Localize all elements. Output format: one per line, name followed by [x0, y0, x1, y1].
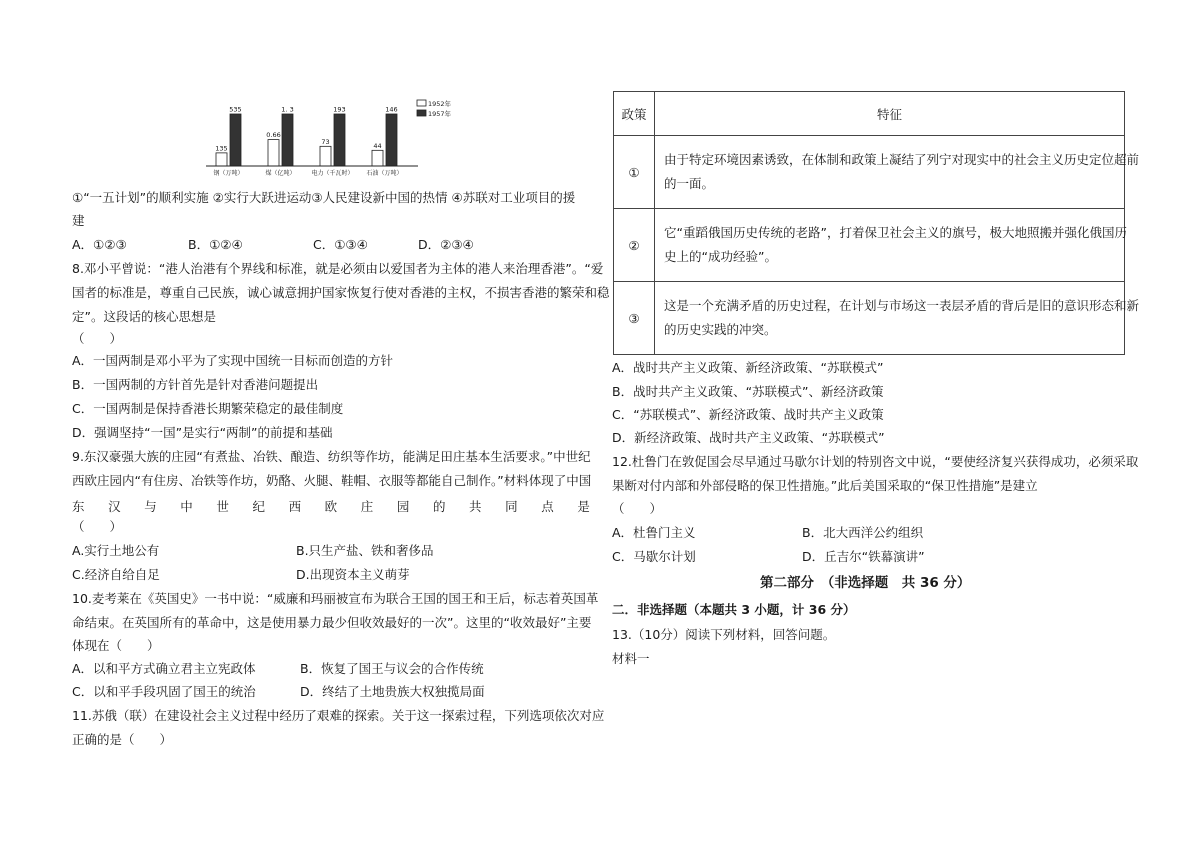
q12-stem-line2: 果断对付内部和外部侵略的保卫性措施。”此后美国采取的“保卫性措施”是建立 — [612, 478, 1038, 493]
q9-char: 西 — [288, 499, 302, 514]
q7-answer-a: A．①②③ — [72, 237, 127, 252]
q13-stem: 13.（10分）阅读下列材料，回答问题。 — [612, 627, 836, 642]
q9-char: 欧 — [324, 499, 338, 514]
q7-answer-d: D．②③④ — [418, 237, 474, 252]
industrial-output-bar-chart — [196, 96, 466, 182]
q10-stem-line1: 10.麦考莱在《英国史》一书中说：“威廉和玛丽被宣布为联合王国的国王和王后，标志着英国革 — [72, 591, 599, 606]
table-row-mark: ③ — [614, 282, 655, 355]
q10-stem-line2: 命结束。在英国所有的革命中，这是使用暴力最少但收效最好的一次”。这里的“收效最好”主要 — [72, 615, 592, 630]
q8-stem-line3: 定”。这段话的核心思想是 — [72, 309, 216, 324]
q9-stem-line1: 9.东汉豪强大族的庄园“有煮盐、冶铁、酿造、纺织等作坊，能满足田庄基本生活要求。”中世纪 — [72, 449, 591, 464]
q8-stem-line1: 8.邓小平曾说：“港人治港有个界线和标准，就是必须由以爱国者为主体的港人来治理香港”。“爱 — [72, 261, 604, 276]
q9-char: 中 — [180, 499, 193, 514]
q9-stem-line3 — [72, 497, 590, 515]
q9-char: 共 — [469, 499, 482, 514]
bar-1957-0 — [230, 114, 241, 166]
q10-stem-line3: 体现在（ ） — [72, 638, 160, 653]
legend-swatch-1957 — [417, 110, 426, 116]
x-tick-label: 电力（千瓦时） — [311, 170, 354, 177]
bar-value-label: 0.66 — [266, 131, 281, 140]
q9-char: 同 — [505, 499, 518, 514]
table-row-mark: ① — [614, 136, 655, 209]
table-header-row — [614, 92, 1125, 136]
q12-answer-c: C．马歇尔计划 — [612, 549, 696, 564]
q8-answer-paren: （ ） — [72, 331, 123, 346]
x-tick-label: 煤（亿吨） — [265, 170, 296, 177]
q12-answer-d: D．丘吉尔“铁幕演讲” — [802, 549, 925, 564]
q12-answer-paren: （ ） — [612, 501, 663, 516]
bar-value-label: 1. 3 — [281, 105, 294, 114]
q7-options-line2: 建 — [72, 213, 85, 228]
section-title: 二．非选择题（本题共 3 小题，计 36 分） — [612, 602, 856, 617]
bar-1952-1 — [268, 140, 279, 166]
table-row-mark: ② — [614, 209, 655, 282]
table-row-feature-line2: 的一面。 — [664, 176, 715, 191]
q9-char: 庄 — [360, 499, 374, 514]
bar-value-label: 146 — [385, 105, 398, 114]
q11-answer-c: C．“苏联模式”、新经济政策、战时共产主义政策 — [612, 407, 884, 422]
bar-1952-3 — [372, 150, 383, 166]
table-row-feature — [655, 136, 1140, 209]
q12-stem-line1: 12.杜鲁门在敦促国会尽早通过马歇尔计划的特别咨文中说，“要使经济复兴获得成功，必须采取 — [612, 454, 1139, 469]
table-row — [614, 209, 1125, 282]
table-header-feature: 特征 — [655, 92, 1125, 136]
q9-answer-c: C.经济自给自足 — [72, 567, 160, 582]
q7-answer-c: C．①③④ — [313, 237, 368, 252]
bar-1957-1 — [282, 114, 293, 166]
q9-char: 汉 — [108, 499, 121, 514]
q9-answer-d: D.出现资本主义萌芽 — [296, 567, 410, 582]
bar-1957-2 — [334, 114, 345, 166]
q8-answer-b: B．一国两制的方针首先是针对香港问题提出 — [72, 377, 319, 392]
q12-answer-a: A．杜鲁门主义 — [612, 525, 696, 540]
q9-char: 园 — [396, 499, 410, 514]
q7-options-line1: ①“一五计划”的顺利实施 ②实行大跃进运动③人民建设新中国的热情 ④苏联对工业项目的援 — [72, 190, 576, 205]
table-header-policy: 政策 — [614, 92, 655, 136]
q8-answer-c: C．一国两制是保持香港长期繁荣稳定的最佳制度 — [72, 401, 344, 416]
bar-1952-2 — [320, 146, 331, 166]
table-row-feature-line2: 的历史实践的冲突。 — [664, 322, 777, 337]
q9-char: 世 — [216, 499, 229, 514]
table-row-feature-line2: 史上的“成功经验”。 — [664, 249, 777, 264]
x-tick-label: 石油（万吨） — [366, 170, 403, 177]
table-row — [614, 136, 1125, 209]
bar-1957-3 — [386, 114, 397, 166]
x-tick-label: 钢（万吨） — [213, 170, 244, 177]
q9-char: 点 — [541, 499, 554, 514]
table-row-feature-line1: 它“重蹈俄国历史传统的老路”，打着保卫社会主义的旗号，极大地照搬并强化俄国历 — [664, 225, 1127, 240]
bar-value-label: 535 — [229, 105, 242, 114]
q11-answer-d: D．新经济政策、战时共产主义政策、“苏联模式” — [612, 430, 885, 445]
q7-answer-b: B．①②④ — [188, 237, 243, 252]
part2-title: 第二部分 （非选择题 共 36 分） — [760, 575, 971, 591]
chart-legend — [417, 99, 452, 118]
q10-answer-d: D．终结了土地贵族大权独揽局面 — [300, 684, 485, 699]
bar-value-label: 135 — [215, 144, 228, 153]
q8-answer-d: D．强调坚持“一国”是实行“两制”的前提和基础 — [72, 425, 333, 440]
q11-stem-line2: 正确的是（ ） — [72, 732, 173, 747]
q9-char: 的 — [432, 499, 446, 514]
bar-value-label: 193 — [333, 105, 346, 114]
q9-answer-b: B.只生产盐、铁和奢侈品 — [296, 543, 434, 558]
bar-value-label: 73 — [321, 137, 330, 146]
legend-label-1952: 1952年 — [428, 100, 452, 108]
table-row — [614, 282, 1125, 355]
q12-answer-b: B．北大西洋公约组织 — [802, 525, 924, 540]
q11-stem-line1: 11.苏俄（联）在建设社会主义过程中经历了艰难的探索。关于这一探索过程，下列选项依次对应 — [72, 708, 605, 723]
q11-answer-b: B．战时共产主义政策、“苏联模式”、新经济政策 — [612, 384, 884, 399]
bar-1952-0 — [216, 153, 227, 166]
q9-char: 东 — [72, 499, 85, 514]
bar-value-label: 44 — [373, 141, 382, 150]
table-row-feature-line1: 由于特定环境因素诱致，在体制和政策上凝结了列宁对现实中的社会主义历史定位超前 — [664, 152, 1140, 167]
legend-label-1957: 1957年 — [428, 110, 452, 118]
q9-stem-line2: 西欧庄园内“有住房、冶铁等作坊，奶酪、火腿、鞋帽、衣服等都能自己制作。”材料体现了中国 — [72, 473, 592, 488]
q9-answer-a: A.实行土地公有 — [72, 543, 160, 558]
material1-label: 材料一 — [612, 651, 650, 666]
table-row-feature — [655, 209, 1125, 282]
policy-feature-table — [613, 91, 1140, 355]
legend-swatch-1952 — [417, 100, 426, 106]
q11-answer-a: A．战时共产主义政策、新经济政策、“苏联模式” — [612, 360, 884, 375]
q10-answer-a: A．以和平方式确立君主立宪政体 — [72, 661, 256, 676]
q9-char: 是 — [577, 499, 590, 514]
table-row-feature — [655, 282, 1140, 355]
q10-answer-c: C．以和平手段巩固了国王的统治 — [72, 684, 256, 699]
q9-char: 纪 — [252, 499, 265, 514]
table-row-feature-line1: 这是一个充满矛盾的历史过程，在计划与市场这一表层矛盾的背后是旧的意识形态和新 — [664, 298, 1140, 313]
q10-answer-b: B．恢复了国王与议会的合作传统 — [300, 661, 484, 676]
q9-char: 与 — [144, 499, 157, 514]
q8-stem-line2: 国者的标准是，尊重自己民族，诚心诚意拥护国家恢复行使对香港的主权，不损害香港的繁荣和稳 — [72, 285, 610, 300]
q8-answer-a: A．一国两制是邓小平为了实现中国统一目标而创造的方针 — [72, 353, 394, 368]
q9-answer-paren: （ ） — [72, 519, 123, 534]
